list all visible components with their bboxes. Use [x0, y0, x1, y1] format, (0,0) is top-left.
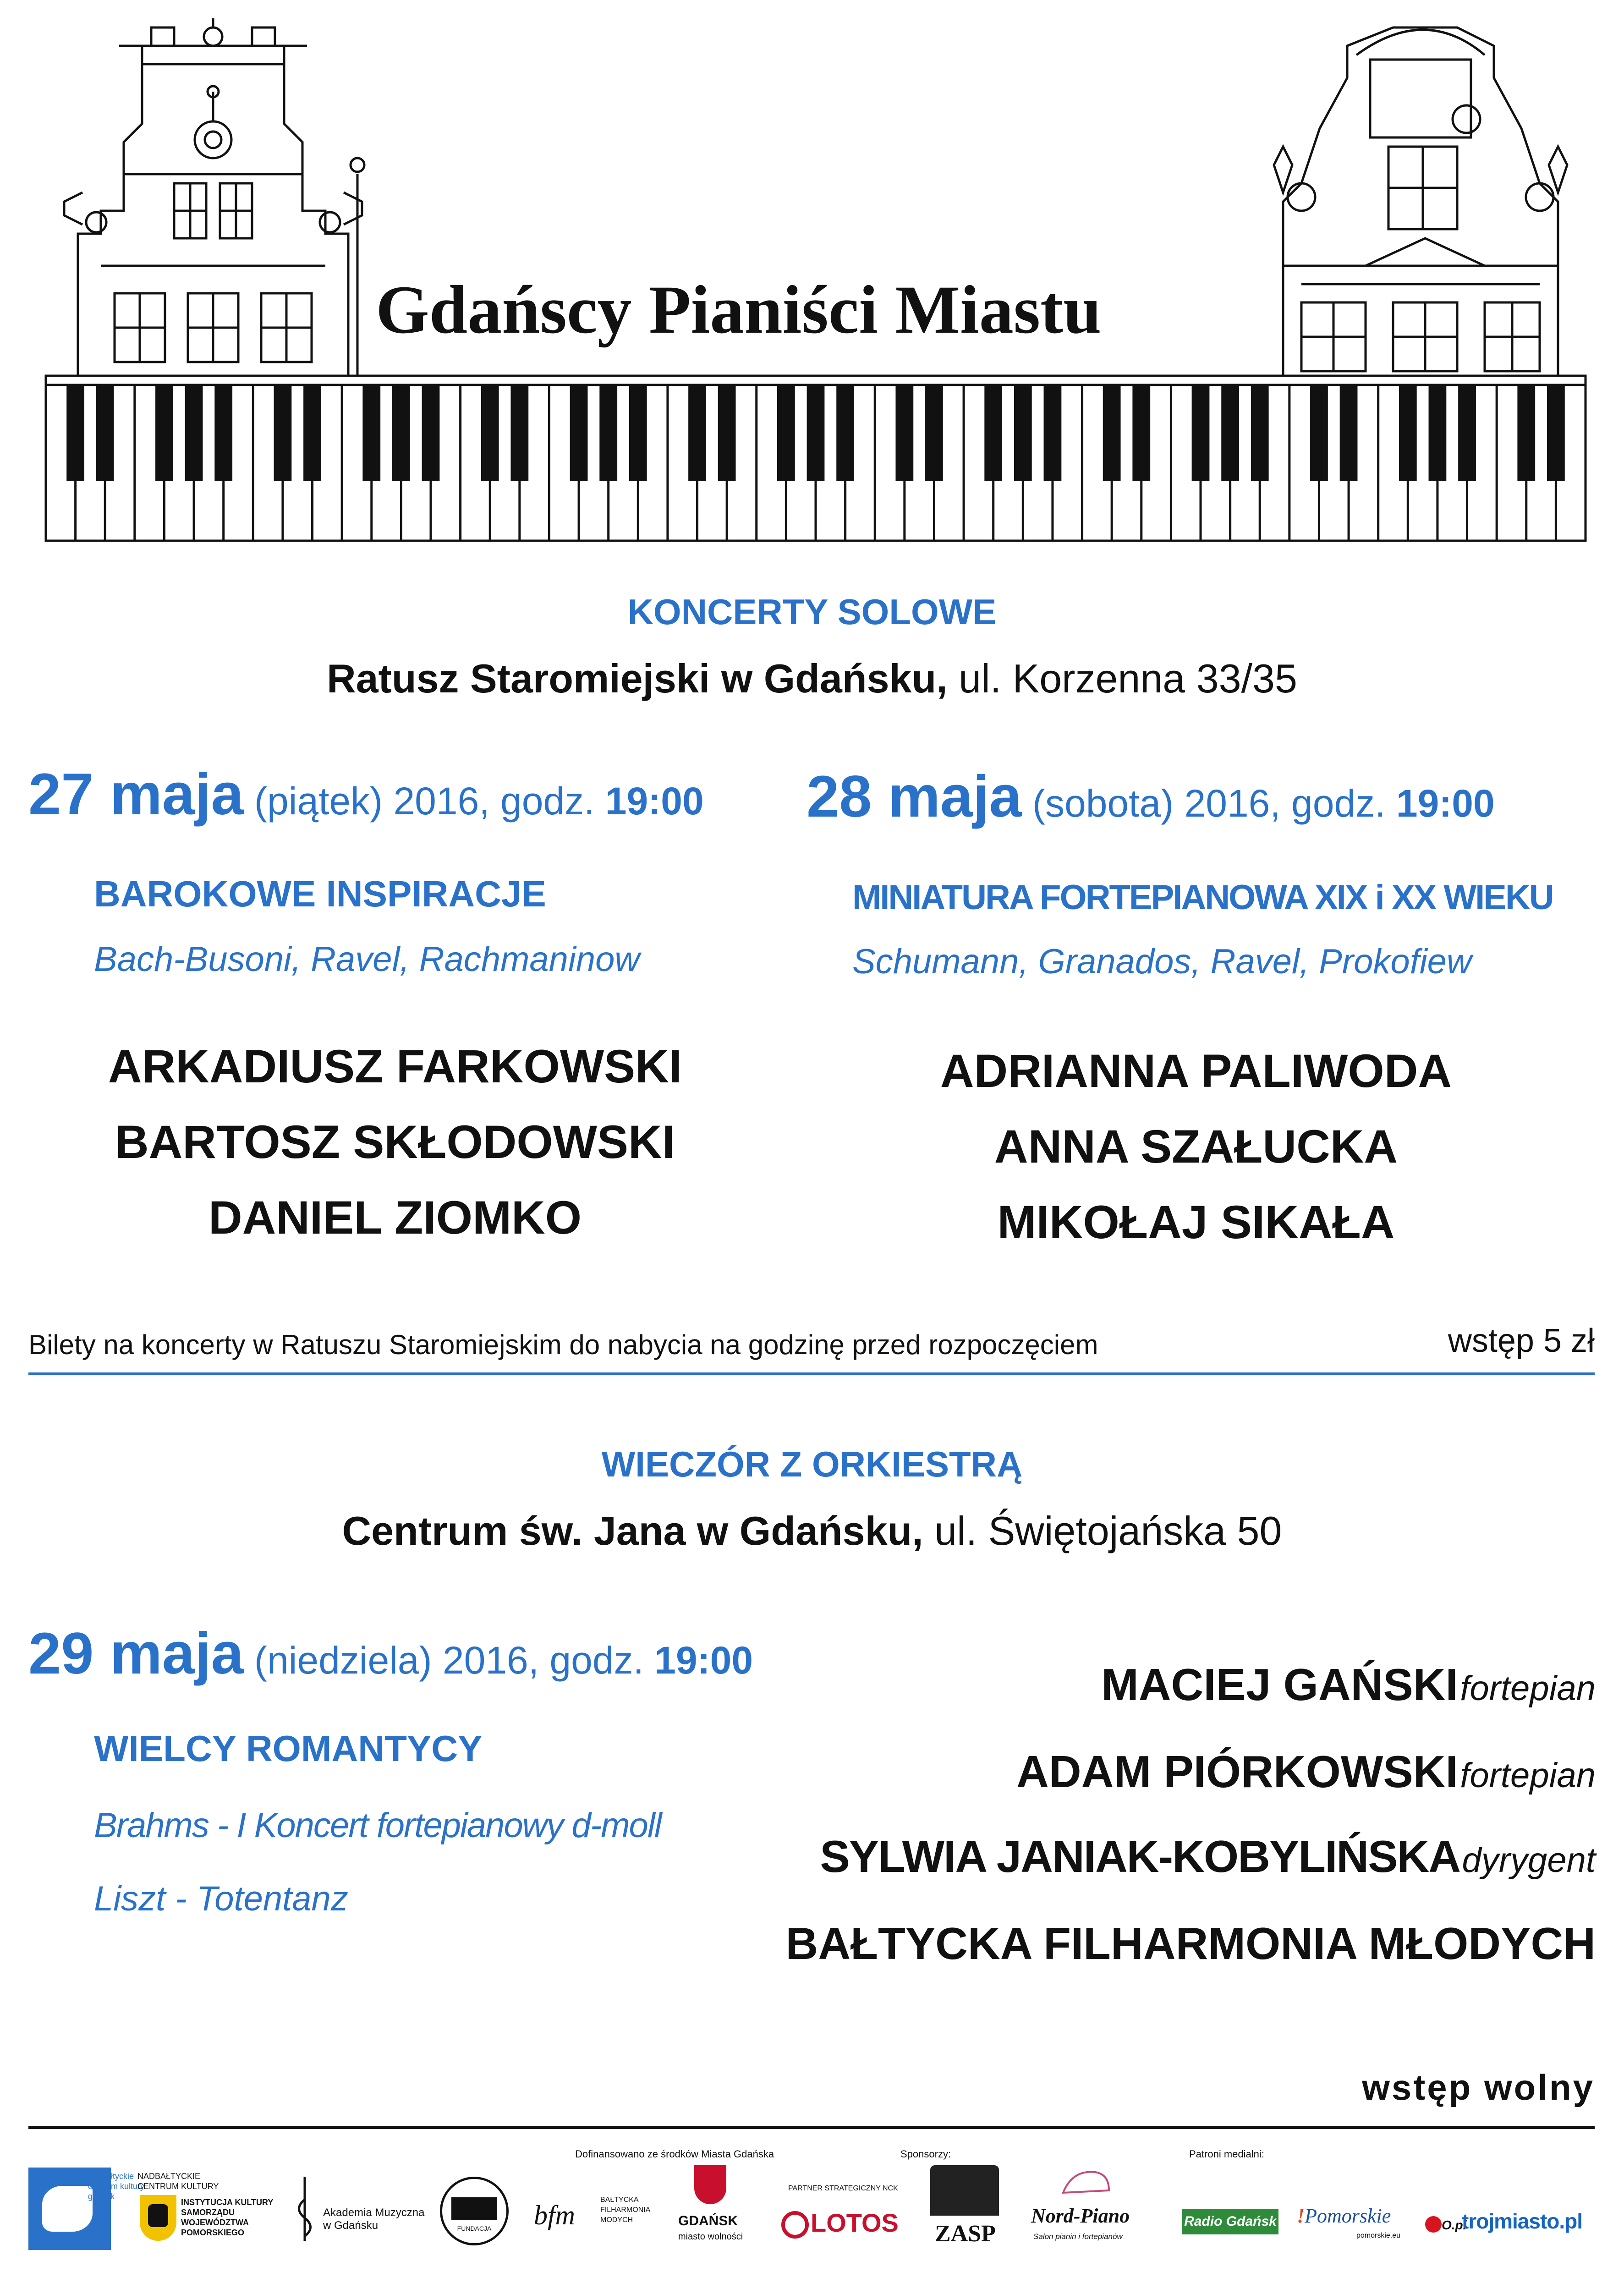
performer: ADRIANNA PALIWODA [940, 1045, 1452, 1097]
section-heading-orchestra: WIECZÓR Z ORKIESTRĄ [601, 1444, 1023, 1484]
concert-2-program-title: MINIATURA FORTEPIANOWA XIX i XX WIEKU [852, 878, 1553, 917]
black-key [836, 385, 854, 481]
performer: ANNA SZAŁUCKA [994, 1120, 1398, 1173]
black-key [629, 385, 647, 481]
ticket-price: wstęp 5 zł [1448, 1323, 1595, 1359]
black-key [96, 385, 114, 481]
gdansk-tagline: miasto wolności [678, 2232, 743, 2242]
concert-3-weekday: (niedziela) 2016, godz. [243, 1639, 655, 1682]
concert-2-performers [829, 1033, 1563, 1260]
venue-line-2 [0, 1508, 1624, 1554]
concert-3-program-title: WIELCY ROMANTYCY [94, 1728, 483, 1769]
performer-name: BAŁTYCKA FILHARMONIA MŁODYCH [785, 1918, 1596, 1969]
concert-1-time: 19:00 [605, 779, 704, 823]
free-entry: wstęp wolny [1362, 2067, 1595, 2107]
performer-role: fortepian [1460, 1756, 1596, 1795]
black-key [1192, 385, 1210, 481]
concert-3-work-2: Liszt - Totentanz [94, 1879, 348, 1918]
ticket-note: Bilety na koncerty w Ratuszu Staromiejskim do nabycia na godzinę przed rozpoczęciem [28, 1329, 1098, 1360]
akademia-muzyczna-text: Akademia Muzyczna w Gdańsku [323, 2206, 425, 2232]
concert-1-composers: Bach-Busoni, Ravel, Rachmaninow [94, 940, 640, 979]
black-key [362, 385, 380, 481]
black-key [66, 385, 84, 481]
performer-name: SYLWIA JANIAK-KOBYLIŃSKA [820, 1831, 1460, 1882]
zasp-emblem-logo [930, 2165, 999, 2216]
concert-1-performers [28, 1029, 762, 1256]
left-building-drawing [64, 18, 364, 376]
sponsors-label: Sponsorzy: [900, 2148, 951, 2160]
akademia-muzyczna-logo [289, 2172, 321, 2245]
black-key [718, 385, 736, 481]
radio-gdansk-logo: Radio Gdańsk [1182, 2209, 1278, 2234]
nord-piano-text: Nord-Piano [1031, 2205, 1130, 2227]
section-heading-solo: KONCERTY SOLOWE [627, 592, 997, 632]
black-key [807, 385, 825, 481]
main-title: Gdańscy Pianiści Miastu [367, 270, 1256, 349]
black-key [1310, 385, 1328, 481]
media-patrons-label: Patroni medialni: [1189, 2148, 1264, 2160]
black-key [777, 385, 795, 481]
black-key [274, 385, 292, 481]
venue-address-1: ul. Korzenna 33/35 [947, 656, 1297, 701]
concert-2-weekday: (sobota) 2016, godz. [1021, 782, 1396, 825]
black-key [1399, 385, 1417, 481]
orchestra-performer [1101, 1659, 1596, 1711]
black-key [895, 385, 913, 481]
concert-1-program-title: BAROKOWE INSPIRACJE [94, 873, 546, 914]
black-key [1458, 385, 1476, 481]
nck-label: NADBAŁTYCKIE CENTRUM KULTURY [137, 2172, 219, 2191]
performer: MIKOŁAJ SIKAŁA [997, 1196, 1395, 1248]
right-building-drawing [1274, 27, 1567, 376]
black-key [1014, 385, 1032, 481]
concert-3-date [28, 1620, 753, 1687]
footer-divider [28, 2126, 1595, 2129]
venue-address-2: ul. Świętojańska 50 [923, 1508, 1282, 1553]
performer-name: MACIEJ GAŃSKI [1101, 1659, 1458, 1710]
black-key [688, 385, 706, 481]
black-key [303, 385, 321, 481]
zasp-text: ZASP [935, 2221, 996, 2247]
funding-note: Dofinansowano ze środków Miasta Gdańska [575, 2148, 774, 2160]
performer-role: fortepian [1460, 1669, 1596, 1708]
performer-name: ADAM PIÓRKOWSKI [1016, 1746, 1458, 1797]
black-key [1340, 385, 1358, 481]
black-key [510, 385, 528, 481]
black-key [1547, 385, 1565, 481]
lotos-logo: LOTOS [781, 2208, 899, 2239]
black-key [1132, 385, 1150, 481]
divider-line [28, 1372, 1595, 1375]
concert-2-composers: Schumann, Granados, Ravel, Prokofiew [852, 942, 1472, 981]
pomorskie-url: pomorskie.eu [1356, 2232, 1401, 2239]
concert-3-day: 29 maja [28, 1621, 244, 1686]
pomorskie-logo: !Pomorskie [1297, 2205, 1391, 2227]
instytucja-kultury-text: INSTYTUCJA KULTURY SAMORZĄDU WOJEWÓDZTWA POMORSKIEGO [181, 2198, 274, 2237]
concert-2-day: 28 maja [807, 764, 1022, 829]
black-key [1251, 385, 1269, 481]
gdansk-word: GDAŃSK [678, 2213, 738, 2228]
black-key [599, 385, 617, 481]
concert-1-date [28, 761, 704, 828]
black-key [1103, 385, 1121, 481]
fundacja-logo: FUNDACJA [440, 2177, 509, 2245]
concert-2-time: 19:00 [1396, 782, 1495, 825]
black-key [925, 385, 943, 481]
orchestra-performer [786, 1918, 1596, 1970]
pomorskie-crest-logo [140, 2195, 176, 2241]
performer: ARKADIUSZ FARKOWSKI [108, 1040, 682, 1092]
partner-label: PARTNER STRATEGICZNY NCK [788, 2184, 898, 2192]
black-key [570, 385, 588, 481]
black-key [155, 385, 173, 481]
black-key [984, 385, 1002, 481]
gdansk-crest-logo [678, 2165, 742, 2206]
performer-role: dyrygent [1462, 1841, 1596, 1880]
onet-logo: O.pl [1425, 2213, 1466, 2234]
black-key [392, 385, 410, 481]
venue-name-2: Centrum św. Jana w Gdańsku, [342, 1508, 923, 1553]
black-key [1429, 385, 1447, 481]
concert-1-weekday: (piątek) 2016, godz. [243, 779, 605, 823]
venue-line-1 [0, 655, 1624, 702]
performer: BARTOSZ SKŁODOWSKI [115, 1116, 675, 1168]
nck-logo-text: nadbałtyckie centrum kultury gdańsk [88, 2172, 145, 2201]
concert-2-date [807, 763, 1495, 830]
black-key [1044, 385, 1062, 481]
orchestra-performer [820, 1831, 1596, 1882]
concert-3-work-1: Brahms - I Koncert fortepianowy d-moll [94, 1806, 661, 1845]
black-key [185, 385, 203, 481]
orchestra-performer [1016, 1746, 1596, 1798]
bfm-text: BAŁTYCKA FILHARMONIA MODYCH [600, 2196, 651, 2224]
black-key [422, 385, 440, 481]
performer: DANIEL ZIOMKO [208, 1191, 582, 1244]
trojmiasto-logo: trojmiasto.pl [1462, 2209, 1583, 2233]
black-key [481, 385, 499, 481]
nord-piano-tagline: Salon pianin i fortepianów [1033, 2232, 1123, 2241]
black-key [1221, 385, 1239, 481]
bfm-logo: bfm [534, 2200, 575, 2230]
concert-3-time: 19:00 [654, 1639, 753, 1682]
concert-1-day: 27 maja [28, 762, 244, 827]
venue-name-1: Ratusz Staromiejski w Gdańsku, [327, 656, 948, 701]
black-key [214, 385, 232, 481]
black-key [1517, 385, 1535, 481]
piano-outline-logo [1059, 2165, 1114, 2202]
